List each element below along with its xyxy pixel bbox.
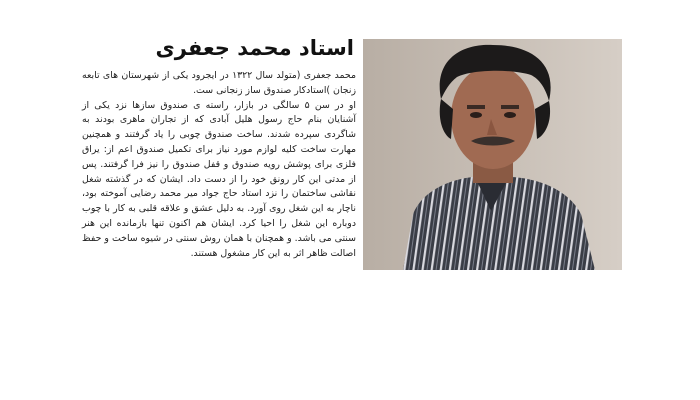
page-title: استاد محمد جعفری xyxy=(155,36,354,60)
biography-intro: محمد جعفری (متولد سال ۱۳۲۲ در ایجرود یکی از شهرستان های تابعه زنجان )استادکار صندوق ساز زنجانی ست. xyxy=(82,70,356,96)
portrait-photo xyxy=(363,39,622,270)
biography-text xyxy=(82,69,356,261)
biography-body: او در سن ۵ سالگی در بازار، راسته ی صندوق سازها نزد یکی از آشنایان بنام حاج رسول هلیل آبادی که از تجاران ماهری بودند به شاگردی سپرده شدند. ساخت صندوق چوبی را یاد گرفتند و همچنین مهارت ساخت کلیه لوازم مورد نیاز برای تکمیل صندوق اعم از: یراق فلزی برای پوشش رویه صندوق و قفل صندوق را نیز فرا گرفتند. پس از مدتی این کار رونق خود را از دست داد. ایشان که در گذشته شغل نقاشی ساختمان را نزد استاد حاج جواد میر محمد رضایی آموخته بود، ناچار به این شغل روی آورد. به دلیل عشق و علاقه قلبی به کار با چوب دوباره این شغل را احیا کرد. ایشان هم اکنون تنها بازمانده این هنر سنتی می باشد. و همچنان با همان روش سنتی در شیوه ساخت و حفظ اصالت ظاهر اثر به این کار مشغول هستند. xyxy=(82,99,356,259)
